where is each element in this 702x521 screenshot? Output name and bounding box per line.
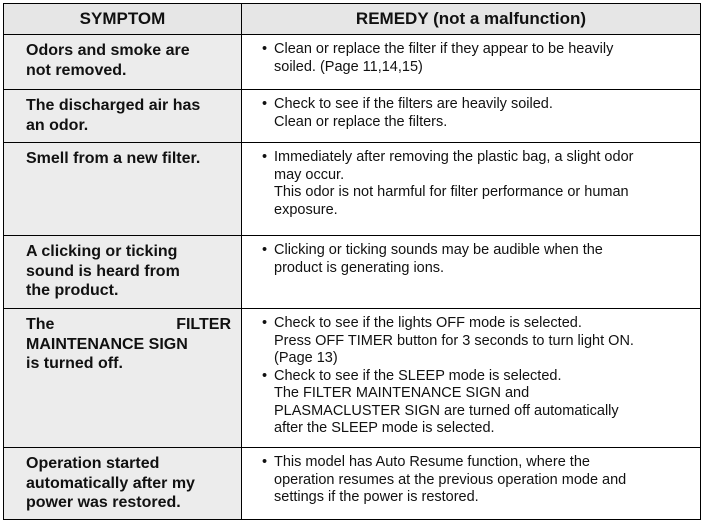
symptom-text: Operation started bbox=[26, 455, 160, 472]
symptom-cell bbox=[4, 309, 242, 448]
remedy-text: soiled. (Page 11,14,15) bbox=[274, 58, 423, 75]
symptom-text: FILTER bbox=[176, 316, 231, 333]
remedy-cell bbox=[242, 90, 701, 143]
remedy-cell bbox=[242, 236, 701, 309]
table-row bbox=[4, 35, 701, 90]
remedy-bullet bbox=[262, 454, 692, 507]
table-row bbox=[4, 448, 701, 520]
symptom-text: Odors and smoke are bbox=[26, 42, 190, 59]
symptom-text: sound is heard from bbox=[26, 262, 180, 280]
remedy-text: • Immediately after removing the plastic bag, a slight odor bbox=[274, 149, 634, 165]
symptom-text: is turned off. bbox=[26, 355, 123, 372]
symptom-text: The discharged air has bbox=[26, 97, 201, 114]
remedy-text: • Clicking or ticking sounds may be audible when the bbox=[274, 242, 603, 258]
remedy-cell bbox=[242, 448, 701, 520]
remedy-text: may occur. bbox=[274, 166, 345, 183]
symptom-cell bbox=[4, 35, 242, 90]
table-header-row bbox=[4, 4, 701, 35]
symptom-text: A clicking or ticking bbox=[26, 243, 178, 260]
symptom-text: The bbox=[26, 316, 55, 333]
symptom-justified-line bbox=[26, 315, 231, 335]
symptom-cell bbox=[4, 143, 242, 236]
symptom-cell bbox=[4, 236, 242, 309]
table-row bbox=[4, 236, 701, 309]
remedy-text: exposure. bbox=[274, 201, 338, 218]
symptom-text: not removed. bbox=[26, 61, 127, 79]
remedy-text: • Clean or replace the filter if they appear to be heavily bbox=[274, 41, 614, 57]
remedy-text: • Check to see if the SLEEP mode is selected. bbox=[274, 367, 562, 384]
table-row bbox=[4, 309, 701, 448]
symptom-text: power was restored. bbox=[26, 494, 181, 511]
remedy-cell bbox=[242, 143, 701, 236]
remedy-cell bbox=[242, 35, 701, 90]
remedy-bullet bbox=[262, 41, 692, 76]
remedy-bullet bbox=[262, 315, 692, 368]
symptom-text: Smell from a new filter. bbox=[26, 150, 201, 167]
symptom-cell bbox=[4, 90, 242, 143]
remedy-bullet bbox=[262, 242, 692, 277]
symptom-text: automatically after my bbox=[26, 474, 195, 492]
remedy-text: Clean or replace the filters. bbox=[274, 113, 448, 130]
remedy-cell bbox=[242, 309, 701, 448]
remedy-text: • This model has Auto Resume function, where the bbox=[274, 454, 590, 470]
remedy-text: The FILTER MAINTENANCE SIGN and bbox=[274, 385, 530, 401]
remedy-text: (Page 13) bbox=[274, 350, 338, 366]
symptom-text: an odor. bbox=[26, 116, 89, 134]
troubleshooting-table bbox=[3, 3, 701, 520]
symptom-column-header: SYMPTOM bbox=[4, 4, 242, 35]
remedy-text: PLASMACLUSTER SIGN are turned off automatically bbox=[274, 402, 619, 419]
remedy-text: after the SLEEP mode is selected. bbox=[274, 420, 495, 436]
remedy-text: • Check to see if the lights OFF mode is selected. bbox=[274, 315, 582, 331]
symptom-text: the product. bbox=[26, 282, 119, 299]
remedy-text: Press OFF TIMER button for 3 seconds to turn light ON. bbox=[274, 332, 634, 349]
symptom-text: MAINTENANCE SIGN bbox=[26, 335, 188, 353]
remedy-text: settings if the power is restored. bbox=[274, 489, 479, 505]
table-row bbox=[4, 143, 701, 236]
remedy-bullet bbox=[262, 96, 692, 131]
remedy-bullet bbox=[262, 368, 692, 438]
remedy-text: product is generating ions. bbox=[274, 259, 445, 276]
symptom-cell bbox=[4, 448, 242, 520]
table-row bbox=[4, 90, 701, 143]
remedy-text: operation resumes at the previous operation mode and bbox=[274, 471, 627, 488]
remedy-text: • Check to see if the filters are heavily soiled. bbox=[274, 96, 553, 112]
remedy-bullet bbox=[262, 149, 692, 219]
remedy-column-header: REMEDY (not a malfunction) bbox=[242, 4, 701, 35]
remedy-text: This odor is not harmful for filter performance or human bbox=[274, 184, 629, 200]
